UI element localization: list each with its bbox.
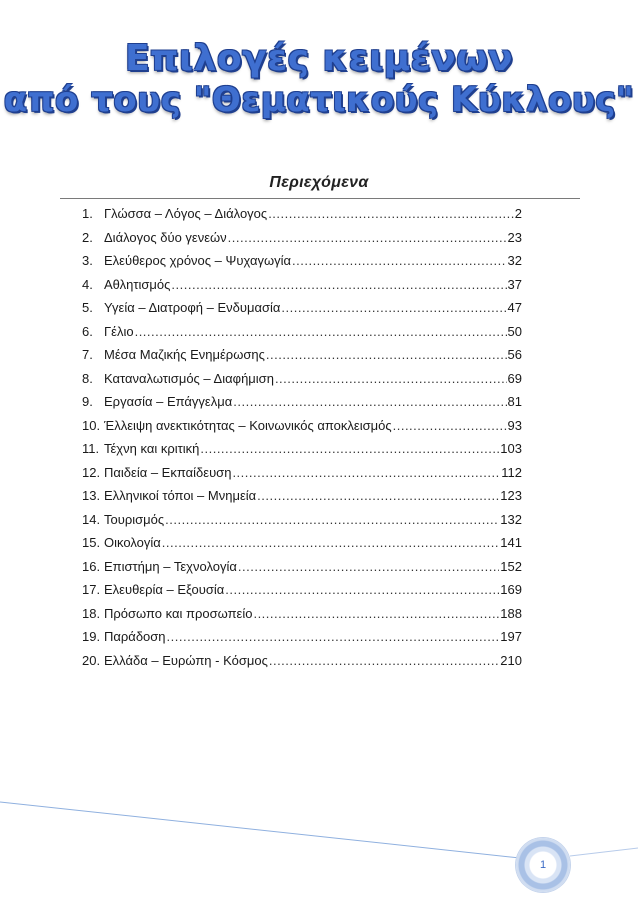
toc-entry[interactable] <box>82 347 522 371</box>
toc-entry[interactable] <box>82 371 522 395</box>
toc-entry[interactable] <box>82 441 522 465</box>
toc-entry[interactable] <box>82 512 522 536</box>
toc-heading: Περιεχόμενα <box>269 174 369 191</box>
dot-leader <box>266 347 507 362</box>
toc-entry-label: Διάλογος δύο γενεών <box>104 229 227 245</box>
toc-entry-number: 11. <box>82 441 100 456</box>
toc-entry-label: Επιστήμη – Τεχνολογία <box>104 558 237 574</box>
dot-leader <box>225 582 499 597</box>
toc-entry-page: 169 <box>500 582 522 597</box>
dot-leader <box>135 324 507 339</box>
toc-entry-label: Γλώσσα – Λόγος – Διάλογος <box>104 206 268 221</box>
toc-entry-number: 19. <box>82 629 101 644</box>
toc-entry-page: 23 <box>507 229 522 245</box>
toc-entry-label: Πρόσωπο και προσωπείο <box>104 605 253 621</box>
toc-entry[interactable] <box>82 559 522 583</box>
toc-entry[interactable] <box>82 629 522 653</box>
toc-entry-page: 37 <box>507 276 522 292</box>
toc-entry-page: 50 <box>507 323 522 339</box>
toc-entry-number: 10. <box>82 417 101 433</box>
dot-leader <box>275 371 507 386</box>
toc-entry-label: Ελεύθερος χρόνος – Ψυχαγωγία <box>104 253 292 268</box>
toc-entry-label: Τουρισμός <box>104 511 165 527</box>
dot-leader <box>167 629 500 644</box>
toc-entry-page: 132 <box>500 511 522 527</box>
dot-leader <box>269 653 499 668</box>
table-of-contents <box>82 206 522 676</box>
page-number: 1 <box>539 859 547 871</box>
toc-entry[interactable] <box>82 653 522 677</box>
toc-entry-page: 69 <box>507 370 522 386</box>
toc-entry-label: Καταναλωτισμός – Διαφήμιση <box>104 370 274 386</box>
dot-leader <box>200 441 499 456</box>
dot-leader <box>232 465 500 480</box>
toc-entry[interactable] <box>82 300 522 324</box>
dot-leader <box>233 394 506 409</box>
toc-entry-number: 7. <box>82 347 93 362</box>
toc-entry[interactable] <box>82 206 522 230</box>
toc-entry-page: 47 <box>507 300 522 315</box>
dot-leader <box>393 418 507 433</box>
toc-entry[interactable] <box>82 418 522 442</box>
document-title-line-2: από τους "Θεματικούς Κύκλους" <box>3 80 635 120</box>
toc-entry[interactable] <box>82 535 522 559</box>
toc-entry-number: 20. <box>82 652 101 668</box>
toc-entry-label: Υγεία – Διατροφή – Ενδυμασία <box>104 300 281 315</box>
dot-leader <box>268 206 514 221</box>
dot-leader <box>292 253 507 268</box>
toc-entry[interactable] <box>82 230 522 254</box>
toc-entry-page: 141 <box>500 535 522 550</box>
toc-entry-page: 197 <box>500 629 522 644</box>
toc-entry-number: 12. <box>82 464 101 480</box>
toc-entry-number: 5. <box>82 300 93 315</box>
toc-entry-number: 2. <box>82 229 93 245</box>
toc-entry-number: 14. <box>82 511 101 527</box>
toc-entry-number: 9. <box>82 394 93 409</box>
toc-entry-number: 18. <box>82 605 101 621</box>
dot-leader <box>171 277 506 292</box>
heading-divider <box>60 198 580 199</box>
toc-entry-number: 6. <box>82 323 93 339</box>
toc-entry-page: 112 <box>501 464 522 480</box>
toc-entry-page: 103 <box>500 441 522 456</box>
toc-entry-number: 17. <box>82 582 101 597</box>
toc-entry[interactable] <box>82 606 522 630</box>
toc-entry-page: 81 <box>507 394 522 409</box>
toc-entry-number: 4. <box>82 276 93 292</box>
toc-entry-label: Οικολογία <box>104 535 161 550</box>
page-number-badge <box>516 838 570 892</box>
toc-entry[interactable] <box>82 277 522 301</box>
toc-entry-number: 15. <box>82 535 101 550</box>
document-title-line-1: Επιλογές κειμένων <box>124 38 514 79</box>
toc-entry-page: 188 <box>500 605 522 621</box>
dot-leader <box>238 559 499 574</box>
toc-entry-label: Ελλάδα – Ευρώπη - Κόσμος <box>104 652 268 668</box>
toc-entry-label: Ελληνικοί τόποι – Μνημεία <box>104 488 257 503</box>
toc-entry-label: Παιδεία – Εκπαίδευση <box>104 464 232 480</box>
toc-entry[interactable] <box>82 394 522 418</box>
toc-entry-page: 32 <box>507 253 522 268</box>
toc-entry-number: 8. <box>82 370 93 386</box>
toc-entry-label: Τέχνη και κριτική <box>104 441 200 456</box>
toc-entry[interactable] <box>82 253 522 277</box>
toc-entry-label: Γέλιο <box>104 323 134 339</box>
dot-leader <box>162 535 500 550</box>
dot-leader <box>257 488 499 503</box>
dot-leader <box>281 300 506 315</box>
toc-entry-number: 13. <box>82 488 101 503</box>
toc-entry-number: 16. <box>82 558 101 574</box>
toc-entry[interactable] <box>82 582 522 606</box>
toc-entry-label: Ελευθερία – Εξουσία <box>104 582 225 597</box>
toc-entry-page: 2 <box>514 206 522 221</box>
toc-entry-number: 1. <box>82 206 93 221</box>
toc-entry-page: 123 <box>500 488 522 503</box>
dot-leader <box>228 230 507 245</box>
toc-entry[interactable] <box>82 488 522 512</box>
toc-entry[interactable] <box>82 324 522 348</box>
toc-entry[interactable] <box>82 465 522 489</box>
toc-entry-page: 152 <box>500 558 522 574</box>
toc-entry-label: Εργασία – Επάγγελμα <box>104 394 233 409</box>
dot-leader <box>253 606 499 621</box>
dot-leader <box>165 512 499 527</box>
toc-entry-number: 3. <box>82 253 93 268</box>
toc-entry-label: Αθλητισμός <box>104 276 171 292</box>
toc-entry-page: 93 <box>507 417 522 433</box>
toc-entry-label: Παράδοση <box>104 629 166 644</box>
toc-entry-label: Έλλειψη ανεκτικότητας – Κοινωνικός αποκλεισμός <box>104 417 392 433</box>
toc-entry-page: 210 <box>500 652 522 668</box>
toc-entry-page: 56 <box>507 347 522 362</box>
toc-entry-label: Μέσα Μαζικής Ενημέρωσης <box>104 347 265 362</box>
